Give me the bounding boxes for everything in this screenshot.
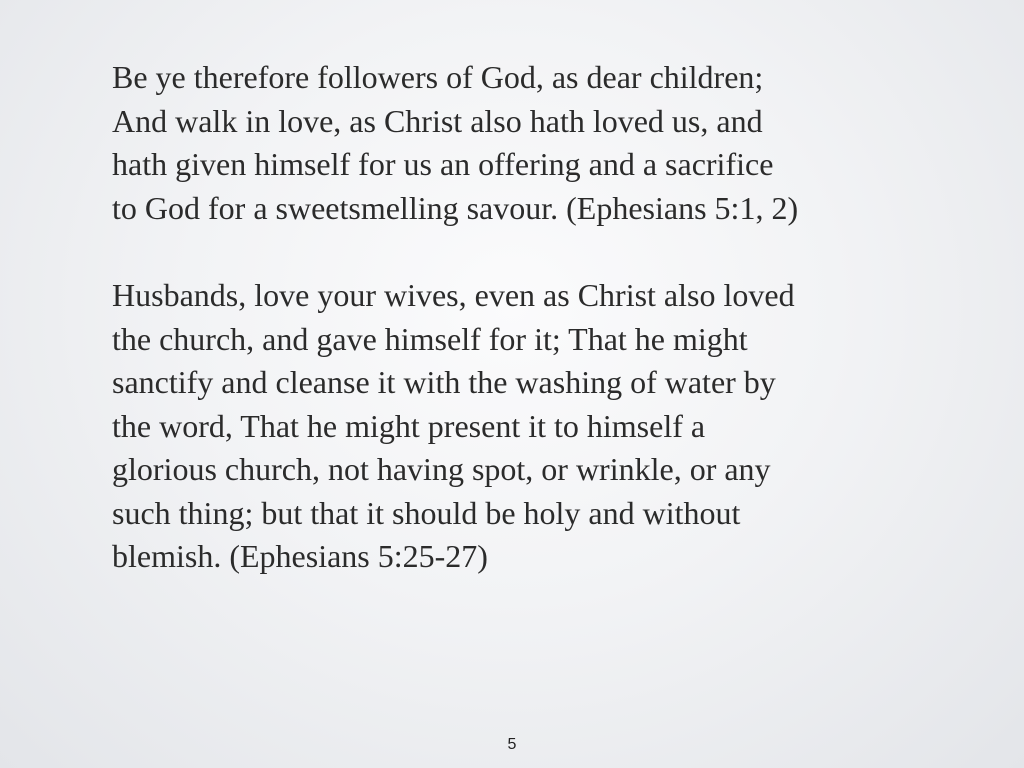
page-number: 5 (507, 736, 517, 753)
scripture-passage-ephesians-5-1-2 (112, 56, 912, 230)
text-line: such thing; but that it should be holy and without (112, 494, 741, 531)
text-line: Be ye therefore followers of God, as dear children; (112, 59, 764, 95)
text-line: to God for a sweetsmelling savour. (Ephesians 5:1, 2) (112, 189, 799, 226)
text-line: And walk in love, as Christ also hath loved us, and (112, 102, 763, 139)
scripture-passage-ephesians-5-25-27 (112, 274, 912, 579)
text-line: Husbands, love your wives, even as Christ also loved (112, 277, 795, 313)
text-line: glorious church, not having spot, or wrinkle, or any (112, 451, 771, 487)
text-line: hath given himself for us an offering and a sacrifice (112, 146, 774, 182)
text-line: sanctify and cleanse it with the washing of water by (112, 364, 776, 400)
text-line: the word, That he might present it to himself a (112, 407, 706, 444)
text-line: the church, and gave himself for it; That he might (112, 320, 748, 357)
text-line: blemish. (Ephesians 5:25-27) (112, 538, 488, 574)
